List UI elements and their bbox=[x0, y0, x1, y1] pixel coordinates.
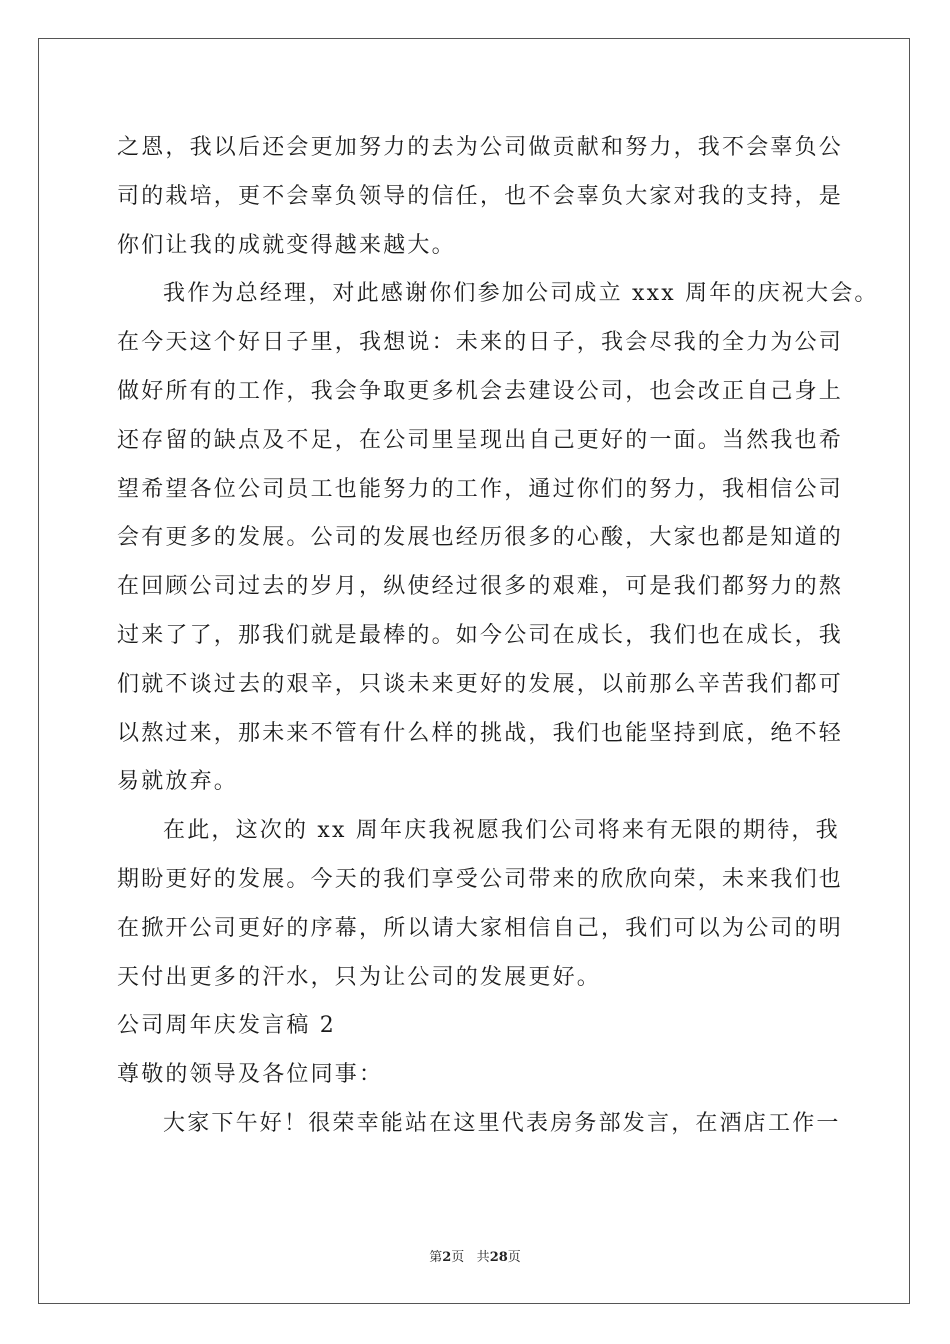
document-body bbox=[117, 124, 879, 1149]
paragraph-line: 易就放弃。 bbox=[117, 769, 239, 795]
footer-total-prefix: 共 bbox=[476, 1250, 490, 1265]
paragraph-line: 大家下午好！很荣幸能站在这里代表房务部发言，在酒店工作一 bbox=[163, 1110, 841, 1136]
paragraph-line: 在回顾公司过去的岁月，纵使经过很多的艰难，可是我们都努力的熬 bbox=[117, 574, 844, 600]
paragraph-line: 做好所有的工作，我会争取更多机会去建设公司，也会改正自己身上 bbox=[117, 378, 844, 404]
page-footer bbox=[0, 1246, 950, 1265]
salutation: 尊敬的领导及各位同事： bbox=[117, 1062, 384, 1088]
paragraph-line: 会有更多的发展。公司的发展也经历很多的心酸，大家也都是知道的 bbox=[117, 525, 844, 551]
paragraph-line: 望希望各位公司员工也能努力的工作，通过你们的努力，我相信公司 bbox=[117, 476, 844, 502]
paragraph-line: 们就不谈过去的艰辛，只谈未来更好的发展，以前那么辛苦我们都可 bbox=[117, 671, 844, 697]
paragraph-line: 过来了了，那我们就是最棒的。如今公司在成长，我们也在成长，我 bbox=[117, 622, 844, 648]
paragraph-line: 在掀开公司更好的序幕，所以请大家相信自己，我们可以为公司的明 bbox=[117, 915, 844, 941]
paragraph-line: 以熬过来，那未来不管有什么样的挑战，我们也能坚持到底，绝不轻 bbox=[117, 720, 844, 746]
footer-prefix: 第 bbox=[429, 1250, 443, 1265]
paragraph-line: 在今天这个好日子里，我想说：未来的日子，我会尽我的全力为公司 bbox=[117, 330, 844, 356]
paragraph-line: 之恩，我以后还会更加努力的去为公司做贡献和努力，我不会辜负公 bbox=[117, 135, 844, 160]
paragraph-line: 我作为总经理，对此感谢你们参加公司成立 xxx 周年的庆祝大会。 bbox=[163, 281, 879, 307]
paragraph-line: 你们让我的成就变得越来越大。 bbox=[117, 232, 456, 258]
section-title: 公司周年庆发言稿 2 bbox=[117, 1013, 336, 1039]
current-page-number: 2 bbox=[442, 1250, 452, 1265]
total-page-count: 28 bbox=[489, 1250, 508, 1265]
paragraph-line: 还存留的缺点及不足，在公司里呈现出自己更好的一面。当然我也希 bbox=[117, 427, 844, 453]
paragraph-line: 司的栽培，更不会辜负领导的信任，也不会辜负大家对我的支持，是 bbox=[117, 183, 844, 209]
paragraph-line: 期盼更好的发展。今天的我们享受公司带来的欣欣向荣，未来我们也 bbox=[117, 866, 844, 892]
paragraph-line: 天付出更多的汗水，只为让公司的发展更好。 bbox=[117, 964, 602, 990]
footer-total-suffix: 页 bbox=[507, 1250, 521, 1265]
footer-page-suffix: 页 bbox=[451, 1250, 465, 1265]
paragraph-line: 在此，这次的 xx 周年庆我祝愿我们公司将来有无限的期待，我 bbox=[163, 818, 840, 844]
